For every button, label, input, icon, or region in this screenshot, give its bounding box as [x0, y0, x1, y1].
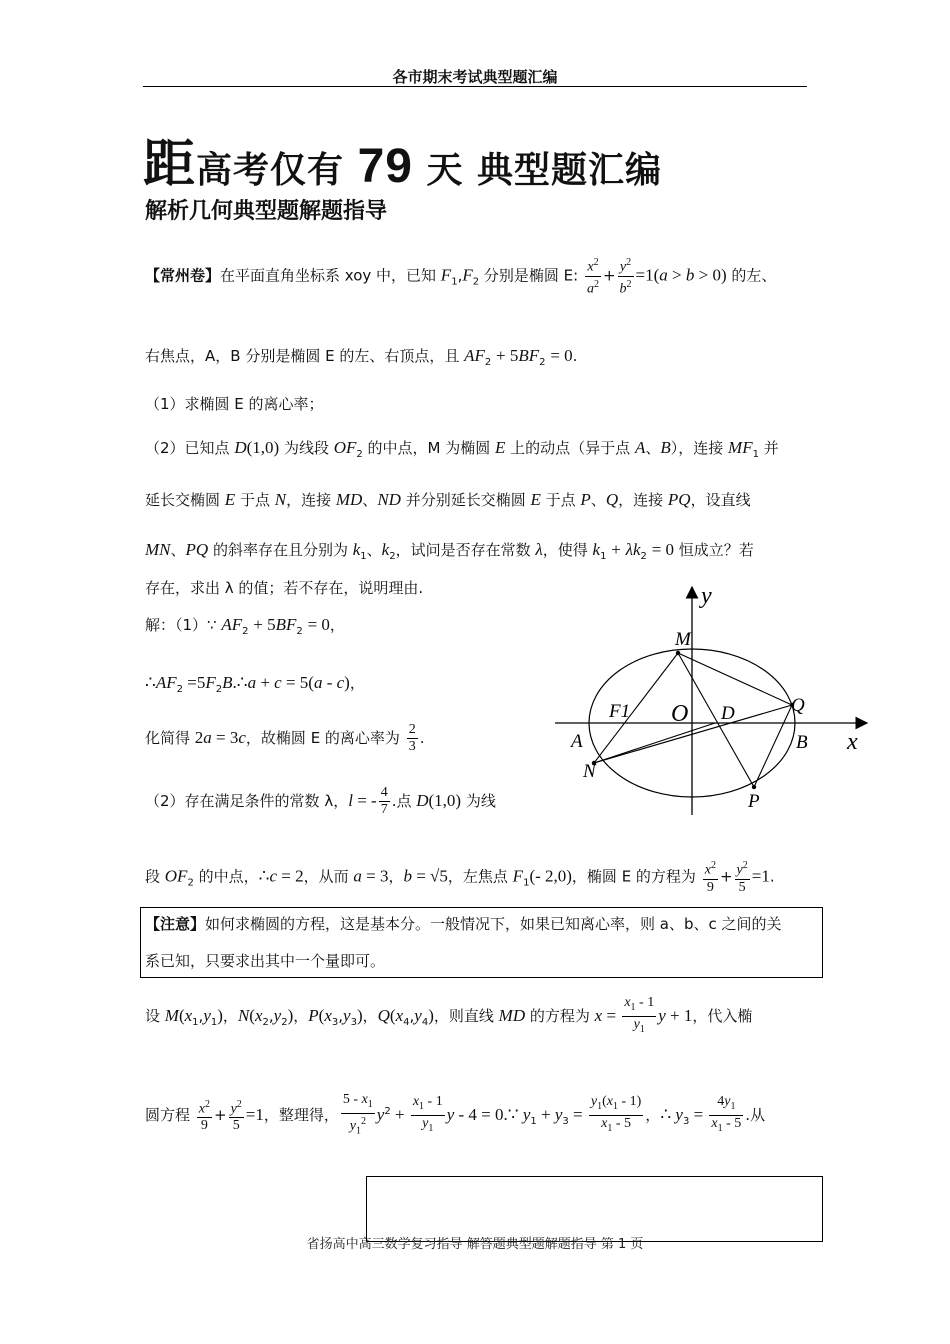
point-m [676, 651, 680, 655]
page-footer: 省扬高中高三数学复习指导 解答题典型题解题指导 第 1 页 [306, 1237, 644, 1252]
solution-line-2: $\therefore AF_2$ $=5F_2B.\therefore a + c = 5(a - c)$， [145, 673, 365, 695]
label-m: M [675, 629, 691, 650]
label-x: x [847, 729, 858, 755]
header-rule [143, 86, 807, 87]
question-2-line-2: 延长交椭圆 E 于点 N，连接 MD、ND 并分别延长交椭圆 E 于点 P、Q，连接 PQ，设直线 [145, 490, 751, 509]
continuation-line-2: 圆方程 $\frac{x^2}{9}$ + $\frac{y^2}{5}$ =1，整理得， $\frac{5 - x_1}{y_1^2}$ $y^2$ + $\frac{x_1 - 1}{y_1}$ y - 4 = 0.∵ $y_1 + y_3$ = $\frac{y_1(x_1 - 1)}{x_1 - 5}$ ，∴ $y_3$ = $\frac{4y_1}{x_1 - 5}$ .从 [145, 1092, 766, 1137]
label-p: P [748, 791, 760, 812]
problem-line-1: 【常州卷】在平面直角坐标系 xoy 中，已知 $F_1,F_2$ 分别是椭圆 E: $\frac{x^2}{a^2}$ + $\frac{y^2}{b^2}$ =1(a > b > 0) 的左、 [145, 257, 777, 297]
page-title: 距高考仅有 79 天 典型题汇编 [143, 135, 663, 195]
point-p [752, 785, 756, 789]
label-o: O [671, 701, 689, 727]
label-b: B [796, 732, 808, 753]
label-d: D [721, 703, 735, 724]
note-line-1: 【注意】如何求椭圆的方程，这是基本分。一般情况下，如果已知离心率，则 a、b、c 之间的关 [145, 915, 782, 933]
label-q: Q [791, 695, 805, 716]
running-header: 各市期末考试典型题汇编 [392, 68, 558, 86]
label-f1: F1 [609, 701, 631, 722]
question-2-line-3: MN、PQ 的斜率存在且分别为 $k_1$、$k_2$，试问是否存在常数 λ，使得 $k_1 + \lambda k_2 = 0$ 恒成立？若 [145, 540, 754, 562]
subtitle: 解析几何典型题解题指导 [145, 199, 388, 224]
problem-line-2: 右焦点，A，B 分别是椭圆 E 的左、右顶点，且 $AF_2 + 5BF_2 = 0$. [145, 346, 578, 368]
question-1: （1）求椭圆 E 的离心率； [145, 395, 324, 413]
label-n: N [583, 761, 596, 782]
solution-line-1: 解：（1）∵ $AF_2 + 5BF_2 = 0$， [145, 615, 345, 637]
label-y: y [701, 585, 712, 609]
ellipse-figure [555, 585, 875, 820]
note-line-2: 系已知，只要求出其中一个量即可。 [145, 952, 386, 970]
label-a: A [571, 731, 583, 752]
segment-nd [594, 723, 715, 763]
solution-line-4: （2）存在满足条件的常数 λ，l = - $\frac{4}{7}$ .点 D(1,0) 为线 [145, 785, 496, 817]
question-2-line-1: （2）已知点 D(1,0) 为线段 $OF_2$ 的中点，M 为椭圆 E 上的动点（异于点 A、B），连接 $MF_1$ 并 [145, 438, 779, 460]
solution-line-3: 化简得 2a = 3c，故椭圆 E 的离心率为 $\frac{2}{3}$ . [145, 722, 425, 754]
solution-line-5: 段 $OF_2$ 的中点，∴c = 2，从而 a = 3，b = √5，左焦点 $F_1(-$ 2,0)，椭圆 E 的方程为 $\frac{x^2}{9}$ + $\frac{y^2}{5}$ =1. [145, 860, 775, 895]
question-2-line-4: 存在，求出 λ 的值；若不存在，说明理由. [145, 579, 424, 597]
continuation-line-1: 设 $M(x_1,y_1)$，$N(x_2,y_2)$，$P(x_3,y_3)$，$Q(x_4,y_4)$，则直线 MD 的方程为 x = $\frac{x_1 - 1}{y_1}$ y + 1，代入椭 [145, 995, 753, 1035]
